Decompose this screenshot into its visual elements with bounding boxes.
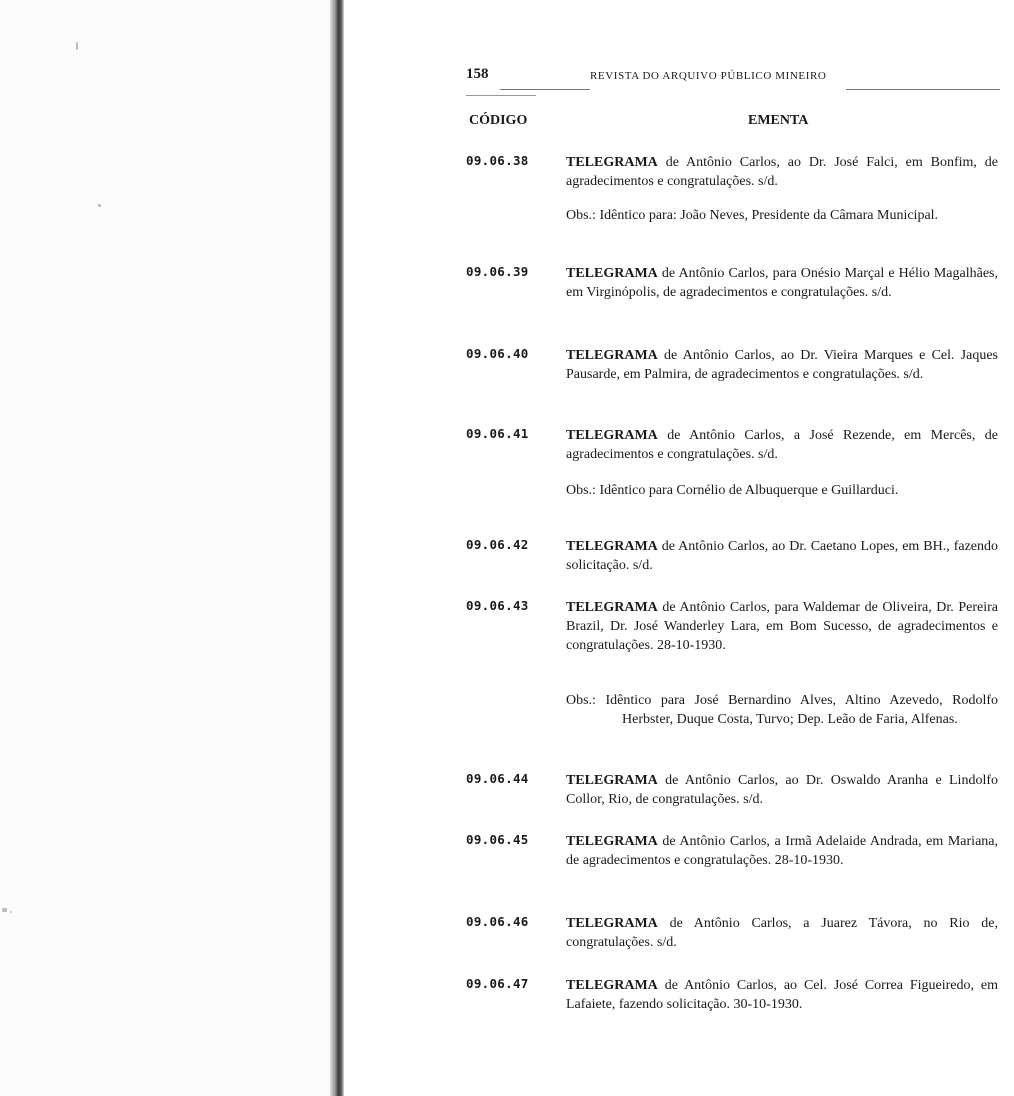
entry-text: de Antônio Carlos, a Irmã Adelaide Andrada, em Mariana, de agradecimentos e congratulações. 28-10-1930. [566, 834, 998, 868]
page-header [466, 62, 1000, 96]
entry-text: de Antônio Carlos, ao Dr. Caetano Lopes, em BH., fazendo solicitação. s/d. [566, 539, 998, 573]
entry-code: 09.06.44 [466, 771, 529, 786]
column-heading-code: CÓDIGO [469, 113, 528, 128]
entry-type: TELEGRAMA [566, 978, 658, 993]
entry-type: TELEGRAMA [566, 266, 658, 281]
header-rule [846, 89, 1000, 90]
entry-code: 09.06.47 [466, 976, 529, 991]
entry-type: TELEGRAMA [566, 155, 658, 170]
book-gutter [330, 0, 344, 1096]
entry-summary [566, 264, 998, 302]
entry-summary [566, 832, 998, 870]
entry-summary [566, 537, 998, 575]
running-title: REVISTA DO ARQUIVO PÚBLICO MINEIRO [590, 70, 827, 82]
entry-summary [566, 976, 998, 1014]
entry-type: TELEGRAMA [566, 834, 658, 849]
page-number-underline [466, 95, 536, 96]
entry-code: 09.06.46 [466, 914, 529, 929]
entry-code: 09.06.41 [466, 426, 529, 441]
entry-code: 09.06.43 [466, 598, 529, 613]
entry-type: TELEGRAMA [566, 428, 658, 443]
paper-speck [10, 911, 12, 913]
entry-type: TELEGRAMA [566, 348, 658, 363]
entry-summary [566, 346, 998, 384]
entry-text: de Antônio Carlos, a Juarez Távora, no Rio de, congratulações. s/d. [566, 916, 998, 950]
entry-type: TELEGRAMA [566, 916, 658, 931]
entry-code: 09.06.40 [466, 346, 529, 361]
paper-speck [76, 42, 78, 50]
page-number: 158 [466, 66, 489, 82]
entry-type: TELEGRAMA [566, 773, 658, 788]
left-page [0, 0, 330, 1096]
paper-speck [2, 908, 7, 912]
entry-text: de Antônio Carlos, para Onésio Marçal e Hélio Magalhães, em Virginópolis, de agradecimentos e congratulações. s/d. [566, 266, 998, 300]
entry-type: TELEGRAMA [566, 600, 658, 615]
entry-text: de Antônio Carlos, ao Dr. José Falci, em Bonfim, de agradecimentos e congratulações. s/d. [566, 155, 998, 189]
entry-text: de Antônio Carlos, para Waldemar de Oliveira, Dr. Pereira Brazil, Dr. José Wanderley Lara, em Bom Sucesso, de agradecimentos e congratulações. 28-10-1930. [566, 600, 999, 653]
entry-text: de Antônio Carlos, a José Rezende, em Mercês, de agradecimentos e congratulações. s/d. [566, 428, 998, 462]
entry-summary [566, 771, 998, 809]
entry-text: de Antônio Carlos, ao Cel. José Correa Figueiredo, em Lafaiete, fazendo solicitação. 30-10-1930. [566, 978, 999, 1012]
entry-text: de Antônio Carlos, ao Dr. Vieira Marques e Cel. Jaques Pausarde, em Palmira, de agradecimentos e congratulações. s/d. [566, 348, 999, 382]
entry-observation: Obs.: Idêntico para: João Neves, Presidente da Câmara Municipal. [566, 208, 939, 223]
entry-type: TELEGRAMA [566, 539, 658, 554]
entry-code: 09.06.45 [466, 832, 529, 847]
entry-observation: Obs.: Idêntico para Cornélio de Albuquerque e Guillarduci. [566, 483, 899, 498]
entry-observation: Obs.: Idêntico para José Bernardino Alves, Altino Azevedo, Rodolfo Herbster, Duque Costa, Turvo; Dep. Leão de Faria, Alfenas. [566, 693, 998, 727]
entry-summary [566, 598, 998, 655]
entry-summary [566, 914, 998, 952]
paper-speck [98, 204, 101, 207]
entry-code: 09.06.38 [466, 153, 529, 168]
entry-summary [566, 153, 998, 191]
entry-code: 09.06.42 [466, 537, 529, 552]
entry-text: de Antônio Carlos, ao Dr. Oswaldo Aranha e Lindolfo Collor, Rio, de congratulações. s/d. [566, 773, 999, 807]
column-heading-summary: EMENTA [748, 113, 809, 128]
entry-code: 09.06.39 [466, 264, 529, 279]
header-rule [500, 89, 590, 90]
entry-summary [566, 426, 998, 464]
